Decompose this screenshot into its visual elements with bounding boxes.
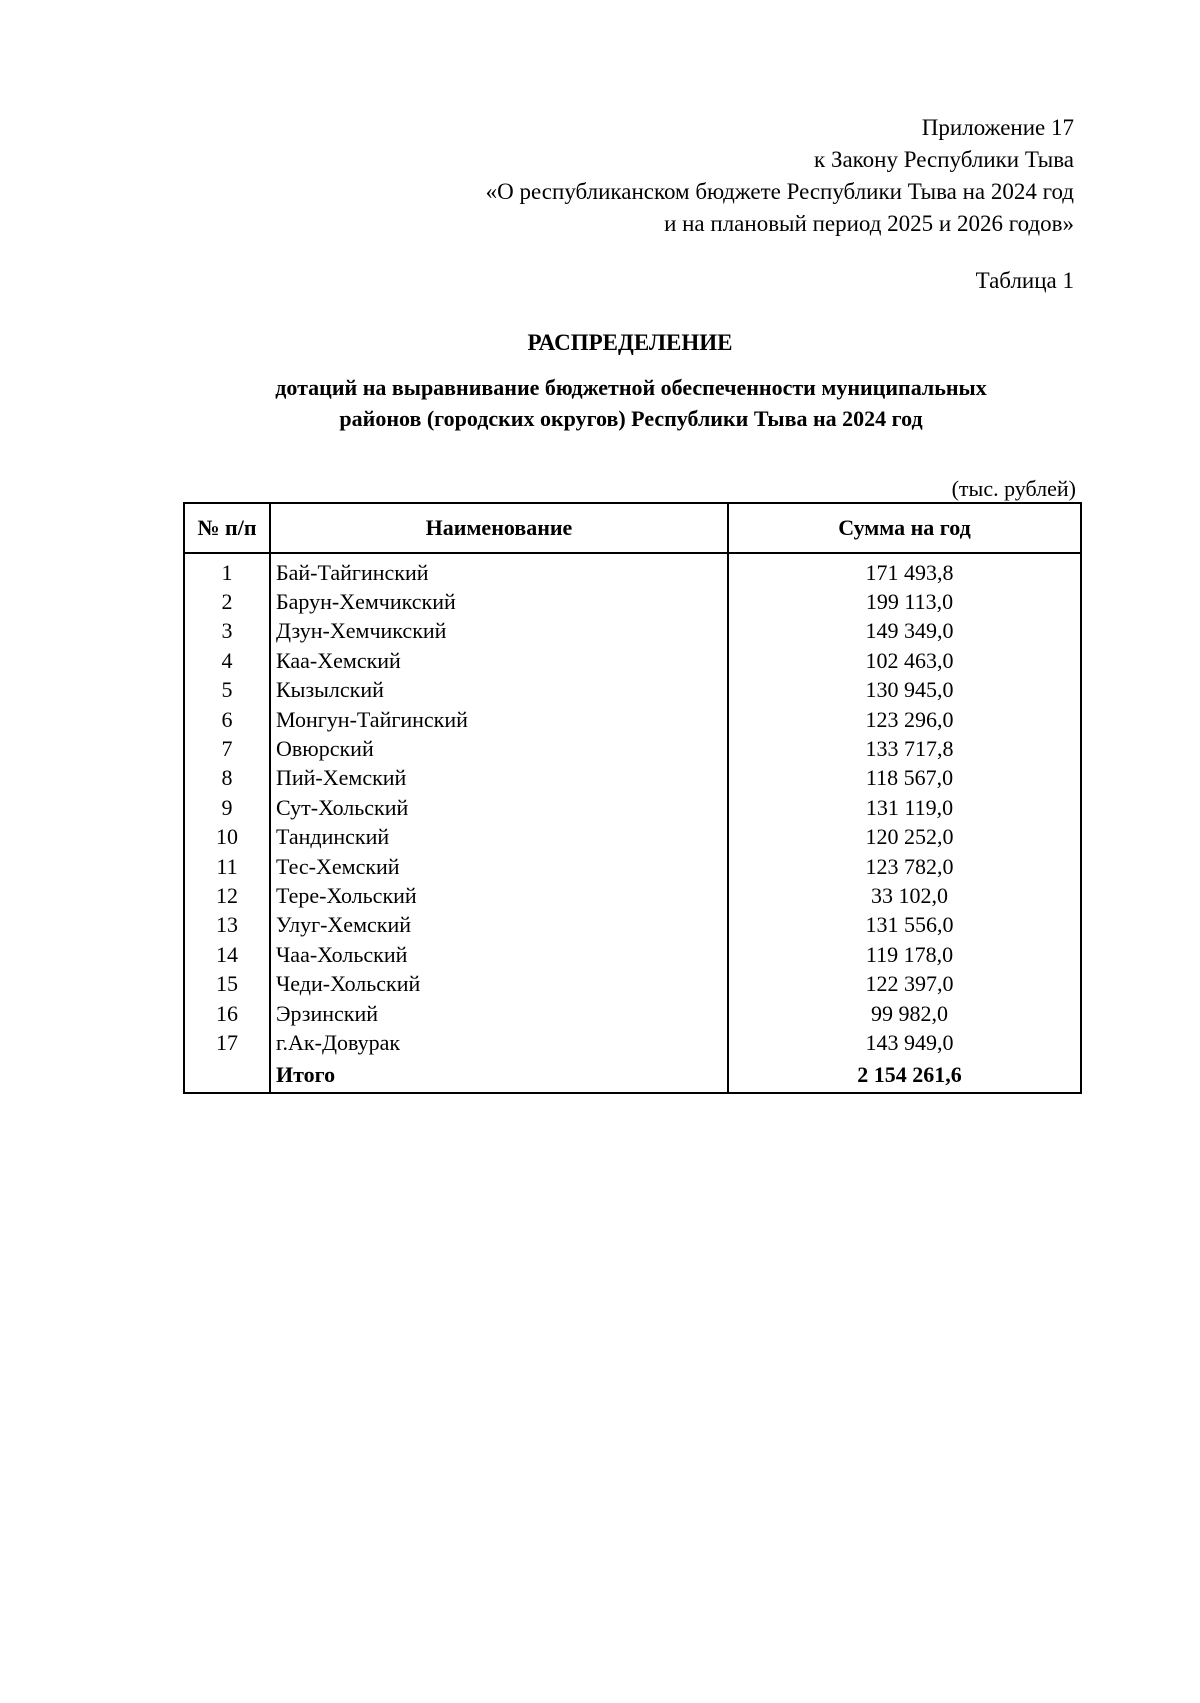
appendix-line-3: «О республиканском бюджете Республики Тыва на 2024 год xyxy=(485,179,1074,204)
row-num: 7 xyxy=(184,734,270,763)
table-row xyxy=(184,676,1081,705)
row-num: 14 xyxy=(184,940,270,969)
row-num: 6 xyxy=(184,705,270,734)
row-amount: 102 463,0 xyxy=(728,646,1081,675)
table-row xyxy=(184,764,1081,793)
row-amount: 199 113,0 xyxy=(728,587,1081,616)
row-amount: 131 556,0 xyxy=(728,911,1081,940)
table-row xyxy=(184,911,1081,940)
row-num: 1 xyxy=(184,553,270,587)
row-name: Барун-Хемчикский xyxy=(270,587,728,616)
row-num: 8 xyxy=(184,764,270,793)
row-amount: 119 178,0 xyxy=(728,940,1081,969)
table-row xyxy=(184,999,1081,1028)
row-name: Монгун-Тайгинский xyxy=(270,705,728,734)
row-amount: 149 349,0 xyxy=(728,617,1081,646)
row-name: Тере-Хольский xyxy=(270,881,728,910)
row-amount: 143 949,0 xyxy=(728,1028,1081,1057)
total-num xyxy=(184,1058,270,1093)
table-row xyxy=(184,823,1081,852)
row-name: г.Ак-Довурак xyxy=(270,1028,728,1057)
row-name: Улуг-Хемский xyxy=(270,911,728,940)
row-amount: 33 102,0 xyxy=(728,881,1081,910)
appendix-line-2: к Закону Республики Тыва xyxy=(814,147,1074,172)
table-row xyxy=(184,1028,1081,1057)
row-name: Чеди-Хольский xyxy=(270,969,728,998)
units-label: (тыс. рублей) xyxy=(951,476,1076,501)
row-name: Тандинский xyxy=(270,823,728,852)
table-row xyxy=(184,587,1081,616)
total-row xyxy=(184,1058,1081,1093)
table-row xyxy=(184,646,1081,675)
row-num: 5 xyxy=(184,676,270,705)
row-num: 3 xyxy=(184,617,270,646)
document-subtitle xyxy=(0,372,1200,434)
table-header xyxy=(184,503,1081,553)
table-row xyxy=(184,940,1081,969)
appendix-header xyxy=(486,112,1074,240)
row-amount: 131 119,0 xyxy=(728,793,1081,822)
header-row xyxy=(184,503,1081,553)
table-label: Таблица 1 xyxy=(975,268,1074,293)
total-amount: 2 154 261,6 xyxy=(728,1058,1081,1093)
total-name: Итого xyxy=(270,1058,728,1093)
row-amount: 123 296,0 xyxy=(728,705,1081,734)
row-num: 12 xyxy=(184,881,270,910)
table-body xyxy=(184,553,1081,1093)
row-num: 17 xyxy=(184,1028,270,1057)
row-name: Каа-Хемский xyxy=(270,646,728,675)
table-row xyxy=(184,734,1081,763)
appendix-line-4: и на плановый период 2025 и 2026 годов» xyxy=(664,211,1074,236)
table-row xyxy=(184,969,1081,998)
row-name: Эрзинский xyxy=(270,999,728,1028)
table-row xyxy=(184,617,1081,646)
row-num: 10 xyxy=(184,823,270,852)
row-name: Чаа-Хольский xyxy=(270,940,728,969)
row-name: Тес-Хемский xyxy=(270,852,728,881)
row-num: 2 xyxy=(184,587,270,616)
header-name: Наименование xyxy=(270,503,728,553)
row-num: 16 xyxy=(184,999,270,1028)
row-name: Пий-Хемский xyxy=(270,764,728,793)
row-amount: 123 782,0 xyxy=(728,852,1081,881)
row-name: Овюрский xyxy=(270,734,728,763)
row-amount: 122 397,0 xyxy=(728,969,1081,998)
header-num: № п/п xyxy=(184,503,270,553)
row-amount: 120 252,0 xyxy=(728,823,1081,852)
table-row xyxy=(184,705,1081,734)
row-num: 4 xyxy=(184,646,270,675)
row-name: Сут-Хольский xyxy=(270,793,728,822)
row-amount: 171 493,8 xyxy=(728,553,1081,587)
table-row xyxy=(184,553,1081,587)
row-num: 9 xyxy=(184,793,270,822)
row-amount: 99 982,0 xyxy=(728,999,1081,1028)
row-amount: 118 567,0 xyxy=(728,764,1081,793)
table-row xyxy=(184,852,1081,881)
subtitle-line-2: районов (городских округов) Республики Тыва на 2024 год xyxy=(339,406,923,431)
table-row xyxy=(184,881,1081,910)
row-num: 15 xyxy=(184,969,270,998)
row-name: Бай-Тайгинский xyxy=(270,553,728,587)
row-num: 11 xyxy=(184,852,270,881)
row-amount: 130 945,0 xyxy=(728,676,1081,705)
header-amount: Сумма на год xyxy=(728,503,1081,553)
document-title: РАСПРЕДЕЛЕНИЕ xyxy=(527,330,733,355)
distribution-table xyxy=(183,502,1082,1094)
subtitle-line-1: дотаций на выравнивание бюджетной обеспеченности муниципальных xyxy=(275,375,987,400)
row-num: 13 xyxy=(184,911,270,940)
row-name: Кызылский xyxy=(270,676,728,705)
appendix-line-1: Приложение 17 xyxy=(921,115,1074,140)
row-name: Дзун-Хемчикский xyxy=(270,617,728,646)
row-amount: 133 717,8 xyxy=(728,734,1081,763)
table-row xyxy=(184,793,1081,822)
